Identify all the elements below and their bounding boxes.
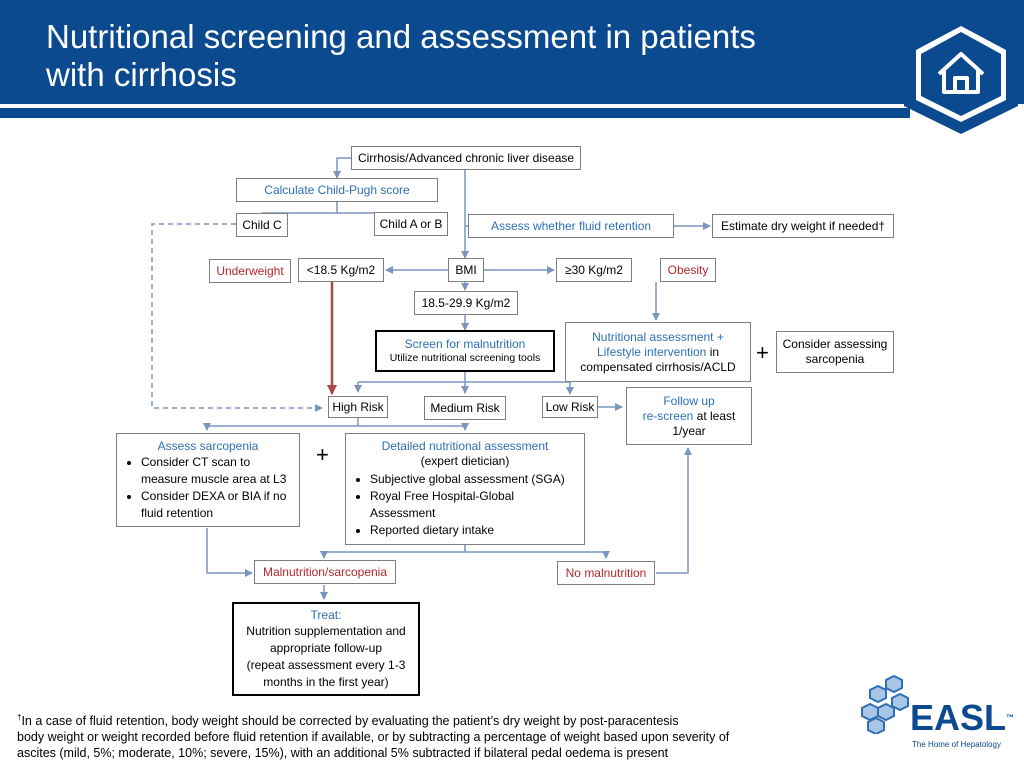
malnutrition-box xyxy=(254,560,396,584)
follow-line-3: at least xyxy=(693,408,736,423)
high-risk-label: High Risk xyxy=(332,399,384,414)
easl-tm: ™ xyxy=(1006,713,1015,722)
easl-logo xyxy=(860,672,1015,758)
underweight-label: Underweight xyxy=(216,263,284,278)
follow-line-4: 1/year xyxy=(672,423,706,438)
nutritional-lifestyle-box xyxy=(565,322,751,382)
no-malnutrition-label: No malnutrition xyxy=(565,565,647,580)
fluid-retention-label: Assess whether fluid retention xyxy=(490,218,652,233)
assess-sarcopenia-box xyxy=(116,433,300,527)
consider-sarcopenia-box xyxy=(776,331,894,373)
bmi-high-label: ≥30 Kg/m2 xyxy=(565,262,623,277)
sarco-line-1: Consider assessing xyxy=(782,337,888,351)
na-line-4: compensated cirrhosis/ACLD xyxy=(580,359,736,374)
plus-sign-top: + xyxy=(756,340,769,365)
na-line-1: Nutritional assessment + xyxy=(592,329,724,344)
bmi-normal-label: 18.5-29.9 Kg/m2 xyxy=(421,295,511,310)
screen-title: Screen for malnutrition xyxy=(404,337,526,351)
dry-weight-label: Estimate dry weight if needed† xyxy=(720,218,886,233)
child-ab-label: Child A or B xyxy=(379,216,443,231)
child-ab-box xyxy=(374,212,448,236)
fluid-retention-box xyxy=(468,214,674,238)
child-pugh-box xyxy=(236,178,438,202)
malnutrition-label: Malnutrition/sarcopenia xyxy=(262,564,388,579)
follow-line-2: re-screen xyxy=(642,408,694,423)
assess-sarco-title: Assess sarcopenia xyxy=(157,439,259,453)
assess-sarco-item-2: • Consider DEXA or BIA if no fluid retention xyxy=(141,488,293,522)
easl-hex-cluster-icon xyxy=(860,674,912,734)
follow-line-1: Follow up xyxy=(663,393,715,408)
follow-up-box xyxy=(626,387,752,445)
treat-line-2: appropriate follow-up xyxy=(269,640,383,655)
obesity-label: Obesity xyxy=(667,262,709,277)
page-title-line-1: Nutritional screening and assessment in patients xyxy=(46,18,756,55)
footnote-mark: † xyxy=(17,713,22,722)
dry-weight-box xyxy=(712,214,894,238)
treat-title: Treat: xyxy=(310,607,342,622)
child-pugh-label: Calculate Child-Pugh score xyxy=(264,182,410,197)
screen-subtitle: Utilize nutritional screening tools xyxy=(389,352,541,364)
easl-tagline: The Home of Hepatology xyxy=(912,740,1001,749)
detailed-assessment-box xyxy=(345,433,585,545)
detailed-subtitle: (expert dietician) xyxy=(420,454,510,468)
treat-line-3: (repeat assessment every 1-3 xyxy=(246,657,406,672)
screen-malnutrition-box xyxy=(375,330,555,372)
bmi-normal-box xyxy=(414,291,518,315)
cirrhosis-box xyxy=(351,146,581,170)
low-risk-label: Low Risk xyxy=(545,399,595,414)
page-title-line-2: with cirrhosis xyxy=(46,56,237,93)
no-malnutrition-box xyxy=(557,561,655,585)
medium-risk-label: Medium Risk xyxy=(430,400,500,415)
cirrhosis-label: Cirrhosis/Advanced chronic liver disease xyxy=(357,150,575,165)
detailed-item-2: • Royal Free Hospital-Global Assessment xyxy=(370,488,578,522)
plus-sign-bottom: + xyxy=(316,442,329,467)
detailed-title: Detailed nutritional assessment xyxy=(381,439,549,453)
treat-line-1: Nutrition supplementation and xyxy=(246,623,406,638)
high-risk-box xyxy=(328,396,388,418)
na-line-3: in xyxy=(706,344,720,359)
detailed-item-3: • Reported dietary intake xyxy=(370,522,578,539)
bmi-low-box xyxy=(298,258,384,282)
sarco-line-2: sarcopenia xyxy=(805,352,865,366)
footnote xyxy=(17,710,847,761)
obesity-box xyxy=(660,258,716,282)
bmi-box xyxy=(448,258,484,282)
treat-box xyxy=(232,602,420,696)
treat-line-4: months in the first year) xyxy=(263,674,389,689)
low-risk-box xyxy=(542,396,598,418)
na-line-2: Lifestyle intervention xyxy=(596,344,707,359)
easl-name: EASL xyxy=(910,697,1007,738)
footnote-line-1: In a case of fluid retention, body weight should be corrected by evaluating the patient’s dry weight by post-paracentesis xyxy=(21,714,679,729)
underweight-box xyxy=(209,259,291,283)
child-c-label: Child C xyxy=(242,217,282,232)
detailed-item-1: • Subjective global assessment (SGA) xyxy=(370,471,578,488)
easl-wordmark xyxy=(910,697,1015,738)
bmi-high-box xyxy=(556,258,632,282)
bmi-label: BMI xyxy=(455,262,477,277)
footnote-line-2: body weight or weight recorded before fluid retention if available, or by subtracting a percentage of weight based upon severity of xyxy=(17,730,730,745)
assess-sarco-item-1: • Consider CT scan to measure muscle area at L3 xyxy=(141,454,293,488)
child-c-box xyxy=(236,213,288,237)
footnote-line-3: ascites (mild, 5%; moderate, 10%; severe, 15%), with an additional 5% subtracted if bilateral pedal oedema is present xyxy=(17,746,669,761)
medium-risk-box xyxy=(424,396,506,420)
bmi-low-label: <18.5 Kg/m2 xyxy=(306,262,376,277)
